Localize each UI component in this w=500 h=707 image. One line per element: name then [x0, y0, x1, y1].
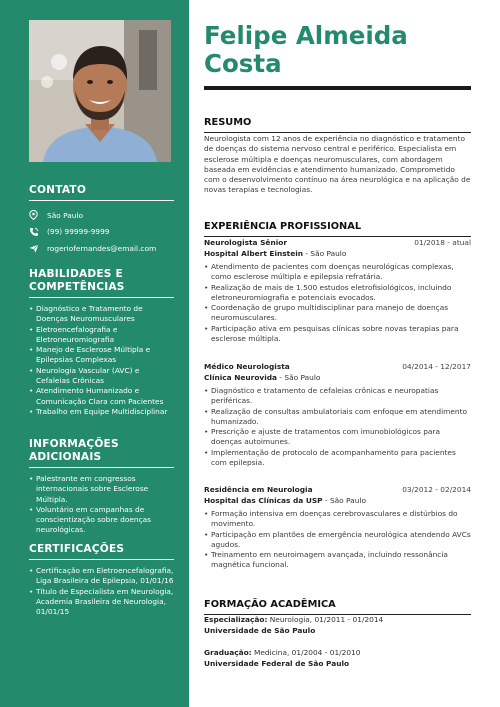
education-degree-line — [204, 648, 471, 659]
list-item: • Eletroencefalografia e Eletroneuromiografia — [29, 325, 174, 346]
profile-photo — [29, 20, 171, 162]
job-title: Residência em Neurologia — [204, 485, 313, 494]
contact-title: CONTATO — [29, 184, 174, 201]
name-line2: Costa — [204, 49, 282, 78]
education-detail: Medicina, 01/2004 - 01/2010 — [251, 648, 361, 657]
contact-email-text: rogeriofernandes@email.com — [47, 243, 157, 253]
summary-text: Neurologista com 12 anos de experiência no diagnóstico e tratamento de doenças do sistema nervoso central e periférico. Especialista em esclerose múltipla e doenças neuromusculares, com abordagem baseada em evidências e atendimento humanizado. Comprometido com o desenvolvimento contínuo na área neurológica e na aplicação de novas terapias e tecnologias. — [204, 134, 471, 195]
education-label: Graduação: — [204, 648, 252, 657]
list-item: • Atendimento Humanizado e Comunicação Clara com Pacientes — [29, 386, 174, 407]
person-name — [204, 22, 408, 78]
job-entry — [204, 485, 471, 571]
job-location: - São Paulo — [322, 495, 366, 505]
skills-title-line2: COMPETÊNCIAS — [29, 281, 125, 293]
location-pin-icon — [29, 210, 47, 220]
contact-location-text: São Paulo — [47, 210, 84, 220]
job-title: Neurologista Sênior — [204, 238, 287, 247]
skills-section — [29, 268, 174, 417]
list-item: • Implementação de protocolo de acompanhamento para pacientes com epilepsia. — [204, 448, 471, 469]
education-title: FORMAÇÃO ACADÊMICA — [204, 599, 471, 615]
job-org: Hospital Albert Einstein — [204, 248, 304, 258]
experience-title: EXPERIÊNCIA PROFISSIONAL — [204, 221, 471, 237]
job-bullets — [204, 386, 471, 468]
list-item: • Formação intensiva em doenças cerebrovasculares e distúrbios do movimento. — [204, 509, 471, 530]
job-entry — [204, 362, 471, 468]
education-school: Universidade de São Paulo — [204, 625, 316, 635]
job-dates: 01/2018 - atual — [414, 238, 471, 247]
list-item: • Título de Especialista em Neurologia, Academia Brasileira de Neurologia, 01/01/15 — [29, 587, 174, 618]
list-item: • Voluntário em campanhas de conscientização sobre doenças neurológicas. — [29, 505, 174, 536]
job-org-line — [204, 496, 471, 507]
education-label: Especialização: — [204, 615, 268, 624]
contact-phone-text: (99) 99999-9999 — [47, 227, 110, 237]
list-item: • Diagnóstico e tratamento de cefaleias crônicas e neuropatias periféricas. — [204, 386, 471, 407]
job-location: - São Paulo — [303, 248, 347, 258]
job-bullets — [204, 509, 471, 571]
list-item: • Diagnóstico e Tratamento de Doenças Neuromusculares — [29, 304, 174, 325]
contact-section — [29, 184, 174, 257]
list-item: • Manejo de Esclerose Múltipla e Epilepsias Complexas — [29, 345, 174, 366]
job-dates: 04/2014 - 12/2017 — [402, 362, 471, 371]
list-item: • Palestrante em congressos internacionais sobre Esclerose Múltipla. — [29, 474, 174, 505]
job-org: Clínica Neurovida — [204, 372, 278, 382]
contact-location — [29, 207, 174, 224]
additional-title: INFORMAÇÕES ADICIONAIS — [29, 438, 174, 468]
education-detail: Neurologia, 01/2011 - 01/2014 — [267, 615, 384, 624]
education-degree-line — [204, 615, 471, 626]
list-item: • Realização de consultas ambulatoriais com enfoque em atendimento humanizado. — [204, 407, 471, 428]
contact-phone[interactable] — [29, 224, 174, 241]
send-icon — [29, 244, 47, 253]
name-line1: Felipe Almeida — [204, 21, 408, 50]
job-title: Médico Neurologista — [204, 362, 290, 371]
education-school: Universidade Federal de São Paulo — [204, 658, 350, 668]
job-bullets — [204, 262, 471, 344]
contact-email[interactable] — [29, 240, 174, 257]
summary-title: RESUMO — [204, 117, 471, 133]
education-entry — [204, 615, 471, 636]
list-item: • Prescrição e ajuste de tratamentos com imunobiológicos para doenças autoimunes. — [204, 427, 471, 448]
phone-icon — [29, 227, 47, 237]
list-item: • Treinamento em neuroimagem avançada, incluindo ressonância magnética funcional. — [204, 550, 471, 571]
name-divider — [204, 86, 471, 90]
education-entry — [204, 648, 471, 669]
list-item: • Coordenação de grupo multidisciplinar para manejo de doenças neuromusculares. — [204, 303, 471, 324]
sidebar — [0, 0, 189, 707]
list-item: • Atendimento de pacientes com doenças neurológicas complexas, como esclerose múltipla e epilepsia refratária. — [204, 262, 471, 283]
job-entry — [204, 238, 471, 344]
additional-list — [29, 474, 174, 536]
additional-section — [29, 438, 174, 536]
list-item: • Participação ativa em pesquisas clínicas sobre novas terapias para esclerose múltipla. — [204, 324, 471, 345]
job-org: Hospital das Clínicas da USP — [204, 495, 323, 505]
job-org-line — [204, 373, 471, 384]
list-item: • Neurologia Vascular (AVC) e Cefaleias Crônicas — [29, 366, 174, 387]
skills-title-line1: HABILIDADES E — [29, 268, 123, 280]
skills-list — [29, 304, 174, 417]
job-org-line — [204, 249, 471, 260]
job-location: - São Paulo — [277, 372, 321, 382]
certifications-list — [29, 566, 174, 617]
job-dates: 03/2012 - 02/2014 — [402, 485, 471, 494]
list-item: • Trabalho em Equipe Multidisciplinar — [29, 407, 174, 417]
certifications-title: CERTIFICAÇÕES — [29, 543, 174, 560]
skills-title — [29, 268, 174, 298]
certifications-section — [29, 543, 174, 617]
list-item: • Certificação em Eletroencefalografia, Liga Brasileira de Epilepsia, 01/01/16 — [29, 566, 174, 587]
list-item: • Participação em plantões de emergência neurológica atendendo AVCs agudos. — [204, 530, 471, 551]
list-item: • Realização de mais de 1.500 estudos eletrofisiológicos, incluindo eletroneuromiografia e potenciais evocados. — [204, 283, 471, 304]
